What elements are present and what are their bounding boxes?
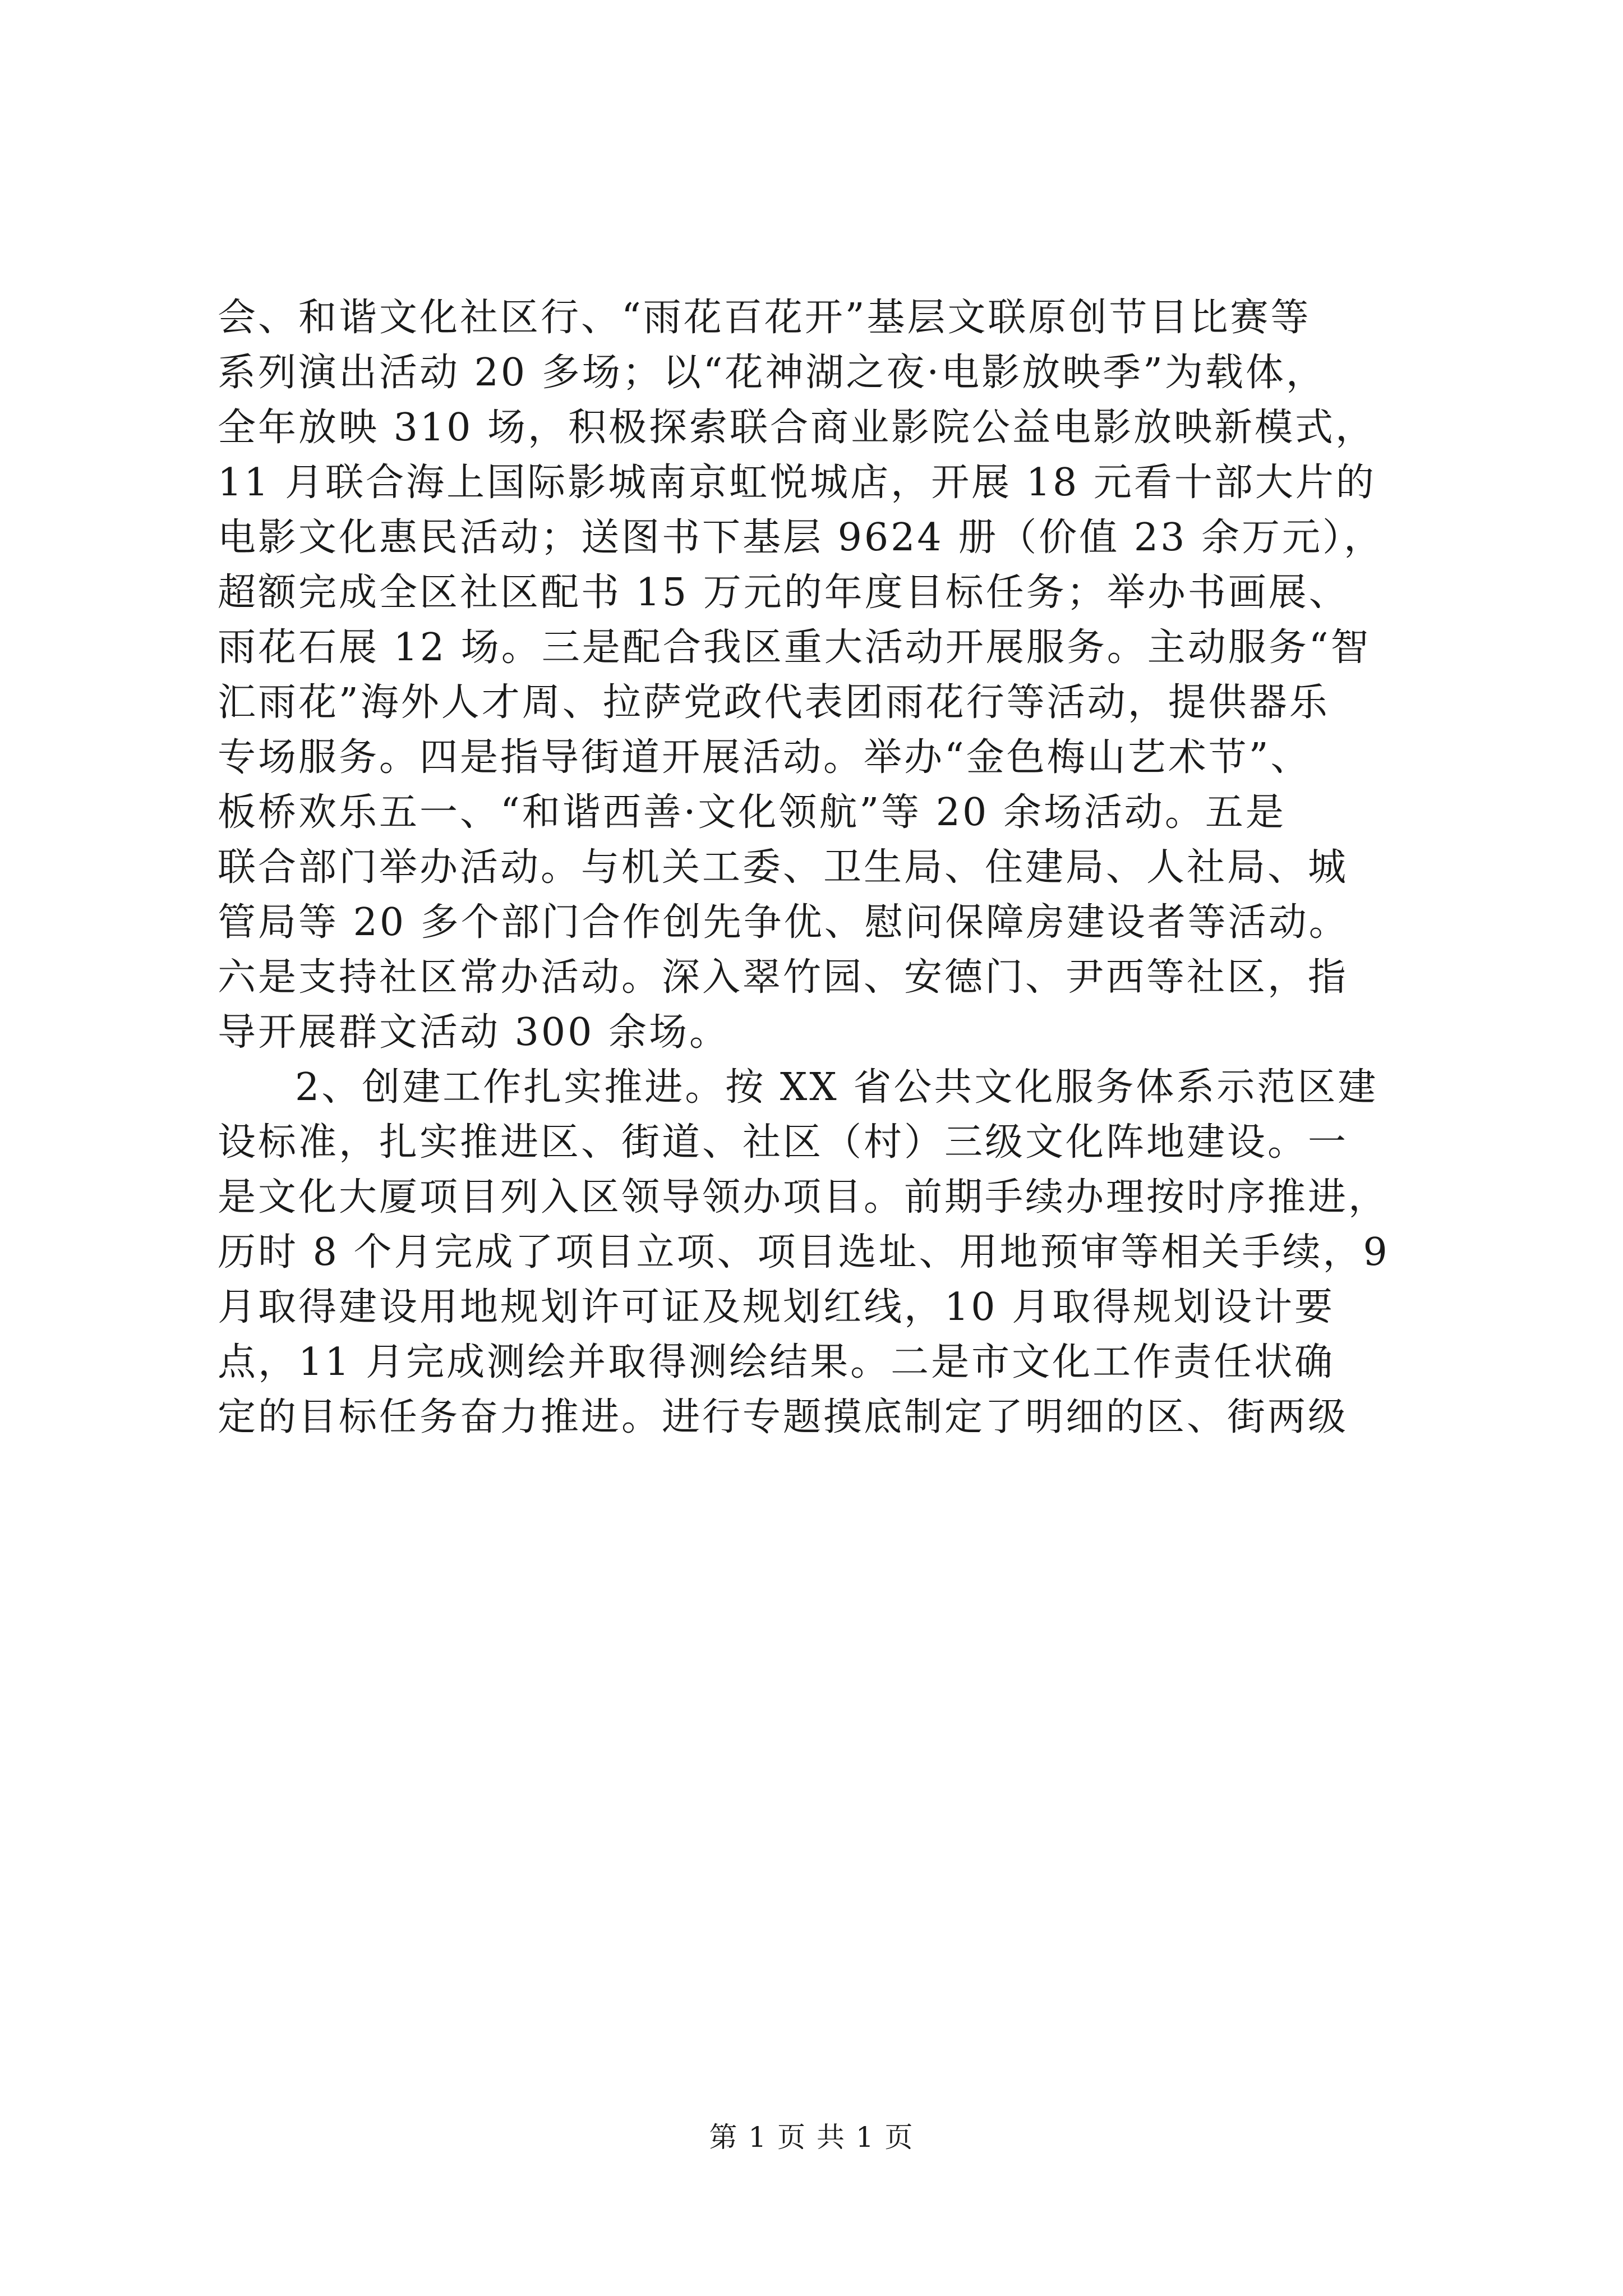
text-line: 电影文化惠民活动；送图书下基层 9624 册（价值 23 余万元）， [218, 516, 1385, 560]
text-line: 专场服务。四是指导街道开展活动。举办“金色梅山艺术节”、 [218, 735, 1311, 780]
text-line: 会、和谐文化社区行、“雨花百花开”基层文联原创节目比赛等 [218, 296, 1311, 340]
page-number-label: 第 1 页 共 1 页 [709, 2121, 914, 2154]
text-line: 2、创建工作扎实推进。按 XX 省公共文化服务体系示范区建 [295, 1065, 1378, 1110]
paragraph-1 [218, 291, 1423, 1060]
text-line: 联合部门举办活动。与机关工委、卫生局、住建局、人社局、城 [218, 845, 1349, 890]
page-footer [0, 2115, 1623, 2155]
text-line: 超额完成全区社区配书 15 万元的年度目标任务；举办书画展、 [218, 570, 1349, 615]
text-line: 全年放映 310 场，积极探索联合商业影院公益电影放映新模式， [218, 406, 1376, 450]
text-line: 11 月联合海上国际影城南京虹悦城店，开展 18 元看十部大片的 [218, 461, 1376, 505]
text-line: 雨花石展 12 场。三是配合我区重大活动开展服务。主动服务“智 [218, 625, 1371, 670]
text-line: 月取得建设用地规划许可证及规划红线，10 月取得规划设计要 [218, 1285, 1335, 1329]
text-line: 六是支持社区常办活动。深入翠竹园、安德门、尹西等社区，指 [218, 955, 1349, 1000]
paragraph-2 [218, 1060, 1423, 1445]
text-line: 系列演出活动 20 多场；以“花神湖之夜·电影放映季”为载体， [218, 351, 1326, 395]
document-body [218, 291, 1423, 1445]
text-line: 板桥欢乐五一、“和谐西善·文化领航”等 20 余场活动。五是 [218, 790, 1286, 835]
text-line: 汇雨花”海外人才周、拉萨党政代表团雨花行等活动，提供器乐 [218, 680, 1330, 725]
text-line: 设标准，扎实推进区、街道、社区（村）三级文化阵地建设。一 [218, 1120, 1349, 1165]
text-line: 导开展群文活动 300 余场。 [218, 1010, 730, 1055]
text-line: 管局等 20 多个部门合作创先争优、慰问保障房建设者等活动。 [218, 900, 1349, 945]
text-line: 是文化大厦项目列入区领导领办项目。前期手续办理按时序推进， [218, 1175, 1389, 1220]
text-line: 定的目标任务奋力推进。进行专题摸底制定了明细的区、街两级 [218, 1395, 1349, 1439]
text-line: 历时 8 个月完成了项目立项、项目选址、用地预审等相关手续，9 [218, 1230, 1390, 1274]
text-line: 点，11 月完成测绘并取得测绘结果。二是市文化工作责任状确 [218, 1340, 1335, 1384]
